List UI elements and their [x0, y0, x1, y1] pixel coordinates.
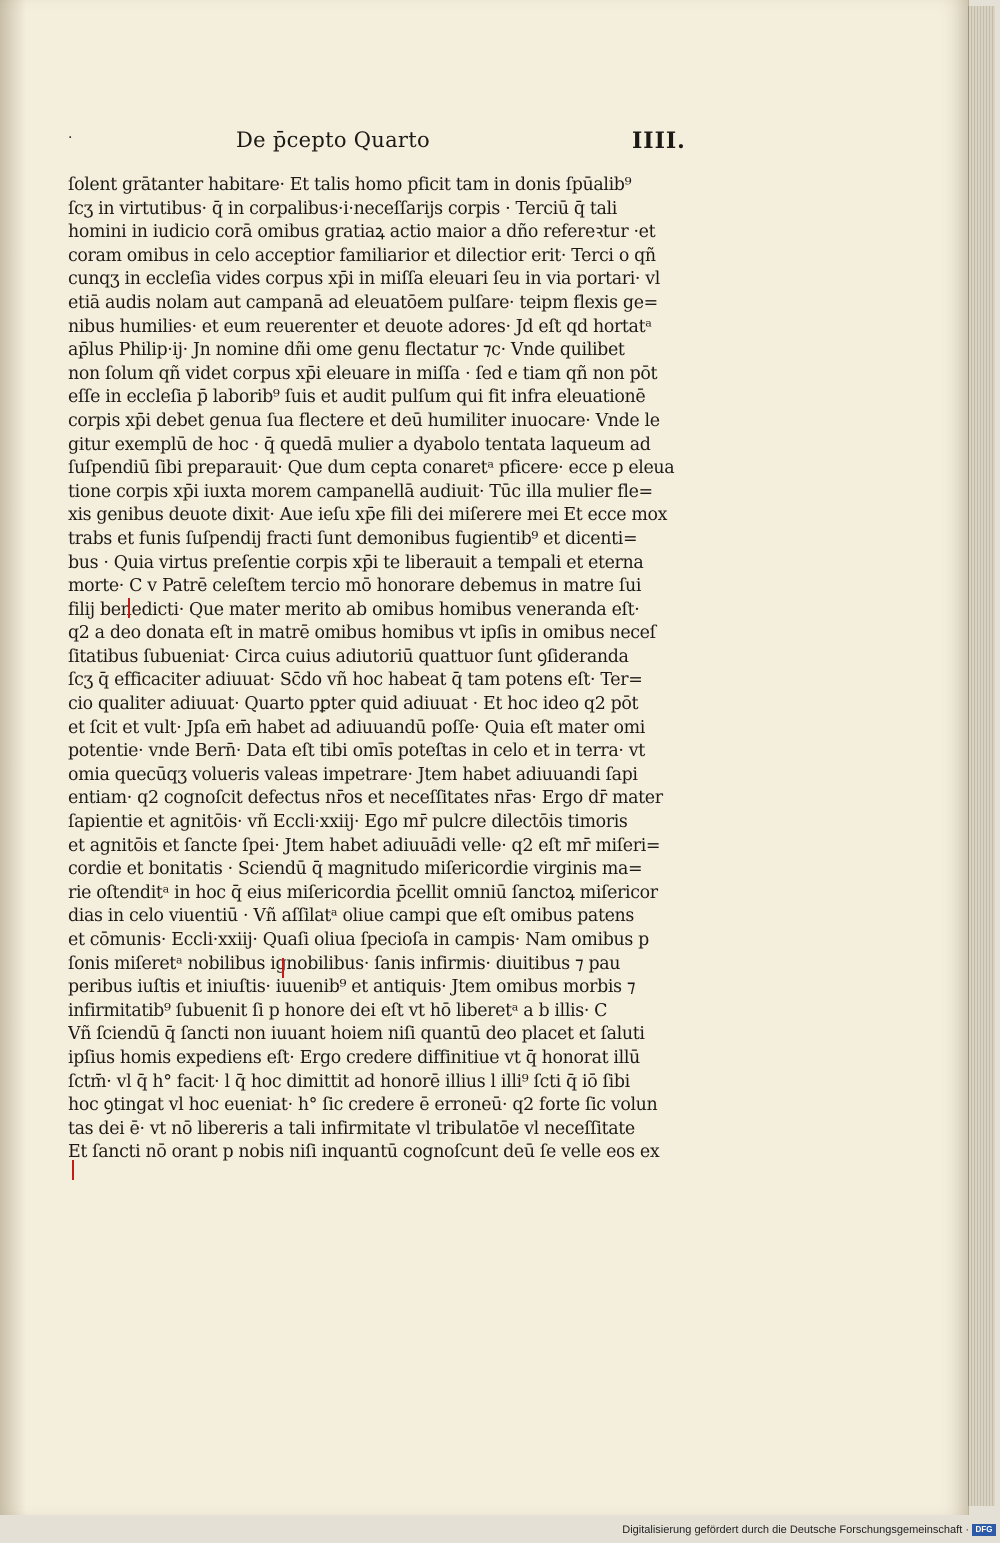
- rubric-mark: [72, 1160, 86, 1180]
- text-line: cunqʒ in eccleſia vides corpus xp̄i in miſſa eleuari ſeu in via portari· vl: [68, 269, 660, 290]
- text-line: etiā audis nolam aut campanā ad eleuatōem pulſare· teipm flexis ge=: [68, 292, 658, 313]
- text-line: gitur exemplū de hoc · q̄ quedā mulier a dyabolo tentata laqueum ad: [68, 434, 651, 455]
- page-edges: [968, 6, 995, 1506]
- text-line: infirmitatib⁹ ſubuenit ſi p honore dei eſt vt hō liberetᵃ a b illis· C: [68, 1000, 608, 1021]
- text-line: homini in iudicio corā omibus gratiaꝝ actio maior a dño refereꝛtur ·et: [68, 222, 656, 243]
- margin-mark: ·: [68, 130, 73, 146]
- text-line: ſctm̄· vl q̄ h° facit· l q̄ hoc dimittit ad honorē illius l illi⁹ ſcti q̄ iō ſibi: [68, 1071, 630, 1092]
- text-line: ſapientie et agnitōis· vñ Eccli·xxiij· Ego mr̄ pulcre dilectōis timoris: [68, 812, 628, 833]
- dfg-logo-icon: DFG: [972, 1524, 996, 1536]
- running-title: De p̄cepto Quarto: [236, 128, 430, 152]
- text-line: ſcʒ q̄ efficaciter adiuuat· Sc̄do vñ hoc habeat q̄ tam potens eſt· Ter=: [68, 670, 643, 691]
- text-line: entiam· q2 cognoſcit defectus nr̄os et neceſſitates nr̄as· Ergo dr̄ mater: [68, 788, 663, 809]
- text-line: cordie et bonitatis · Sciendū q̄ magnitudo miſericordie virginis ma=: [68, 859, 643, 880]
- text-line: filij benedicti· Que mater merito ab omibus homibus veneranda eſt·: [68, 599, 640, 620]
- text-line: nibus humilies· et eum reuerenter et deuote adores· Jd eſt qd̄ hortatᵃ: [68, 316, 652, 337]
- text-line: ſcʒ in virtutibus· q̄ in corpalibus·i·neceſſarijs corpis · Terciū q̄ tali: [68, 198, 617, 219]
- text-line: rie oſtenditᵃ in hoc q̄ eius miſericordia p̄cellit omniū ſanctoꝝ miſericor: [68, 882, 658, 903]
- text-line: potentie· vnde Bern̄· Data eſt tibi omīs poteſtas in celo et in terra· vt: [68, 741, 645, 762]
- rubric-mark: [128, 598, 142, 618]
- text-line: ſonis miſeretᵃ nobilibus ignobilibus· ſanis infirmis· diuitibus ⁊ pau: [68, 953, 621, 974]
- text-line: peribus iuſtis et iniuſtis· iuuenib⁹ et antiquis· Jtem omibus morbis ⁊: [68, 977, 636, 998]
- text-line: eſſe in eccleſia p̄ laborib⁹ ſuis et audit pulſum qui fit infra eleuationē: [68, 387, 646, 408]
- text-line: bus · Quia virtus preſentie corpis xp̄i te liberauit a tempali et eterna: [68, 552, 644, 573]
- text-line: tione corpis xp̄i iuxta morem campanellā audiuit· Tūc illa mulier fle=: [68, 481, 653, 502]
- text-line: morte· C v Patrē celeſtem tercio mō honorare debemus in matre ſui: [68, 576, 642, 597]
- text-line: non ſolum qñ videt corpus xp̄i eleuare in miſſa · ſed e tiam qñ non pōt: [68, 363, 658, 384]
- text-line: et agnitōis et ſancte ſpei· Jtem habet adiuuādi velle· q2 eſt mr̄ miſeri=: [68, 835, 661, 856]
- rubric-mark: [282, 958, 296, 978]
- text-line: trabs et funis ſuſpendij fracti ſunt demonibus fugientib⁹ et dicenti=: [68, 528, 638, 549]
- text-line: Vñ ſciendū q̄ ſancti non iuuant hoiem niſi quantū deo placet et ſaluti: [68, 1024, 645, 1045]
- text-line: Et ſancti nō orant p nobis niſi inquantū cognoſcunt deū ſe velle eos ex: [68, 1142, 660, 1163]
- text-line: q2 a deo donata eſt in matrē omibus homibus vt ipſis in omibus neceſ: [68, 623, 656, 644]
- text-line: ſuſpendiū ſibi preparauit· Que dum cepta conaretᵃ pficere· ecce p eleua: [68, 458, 675, 479]
- text-line: ſitatibus ſubueniat· Circa cuius adiutoriū quattuor ſunt ꝯſideranda: [68, 646, 629, 667]
- text-line: dias in celo viuentiū · Vñ aſſilatᵃ oliue campi que eſt omibus patens: [68, 906, 634, 927]
- footer-separator: ·: [965, 1524, 969, 1536]
- text-line: tas dei ē· vt nō libereris a tali infirmitate vl tribulatōe vl neceſſitate: [68, 1118, 635, 1139]
- gutter-shadow: [0, 0, 26, 1515]
- text-line: et cōmunis· Eccli·xxiij· Quaſi oliua ſpecioſa in campis· Nam omibus p: [68, 930, 649, 950]
- text-line: omia quecūqʒ volueris valeas impetrare· Jtem habet adiuuandi ſapi: [68, 764, 638, 785]
- text-line: ipſius homis expediens eſt· Ergo credere diffinitiue vt q̄ honorat illū: [68, 1047, 640, 1068]
- text-line: coram omibus in celo acceptior familiarior et dilectior erit· Terci o qñ: [68, 245, 656, 266]
- text-line: ſolent grātanter habitare· Et talis homo pficit tam in donis ſpūalib⁹: [68, 175, 632, 195]
- text-line: xis genibus deuote dixit· Aue ieſu xp̄e fili dei miſerere mei Et ecce mox: [68, 505, 668, 526]
- text-line: ap̄lus Philip·ij· Jn nomine dñi ome genu flectatur ⁊c· Vnde quilibet: [68, 340, 625, 361]
- text-line: cio qualiter adiuuat· Quarto pꝑter quid adiuuat · Et hoc ideo q2 pōt: [68, 694, 639, 715]
- text-line: corpis xp̄i debet genua ſua flectere et deū humiliter inuocare· Vnde le: [68, 410, 660, 431]
- text-block: [68, 174, 708, 1165]
- footer-credit: [600, 1520, 996, 1540]
- footer-credit-text: Digitalisierung gefördert durch die Deutsche Forschungsgemeinschaft: [622, 1524, 963, 1536]
- text-line: hoc ꝯtingat vl hoc eueniat· h° ſic credere ē erroneū· q2 forte ſic volun: [68, 1095, 658, 1116]
- folio-number: IIII.: [632, 128, 686, 154]
- text-line: et ſcit et vult· Jpſa em̄ habet ad adiuuandū poſſe· Quia eſt mater omi: [68, 717, 646, 738]
